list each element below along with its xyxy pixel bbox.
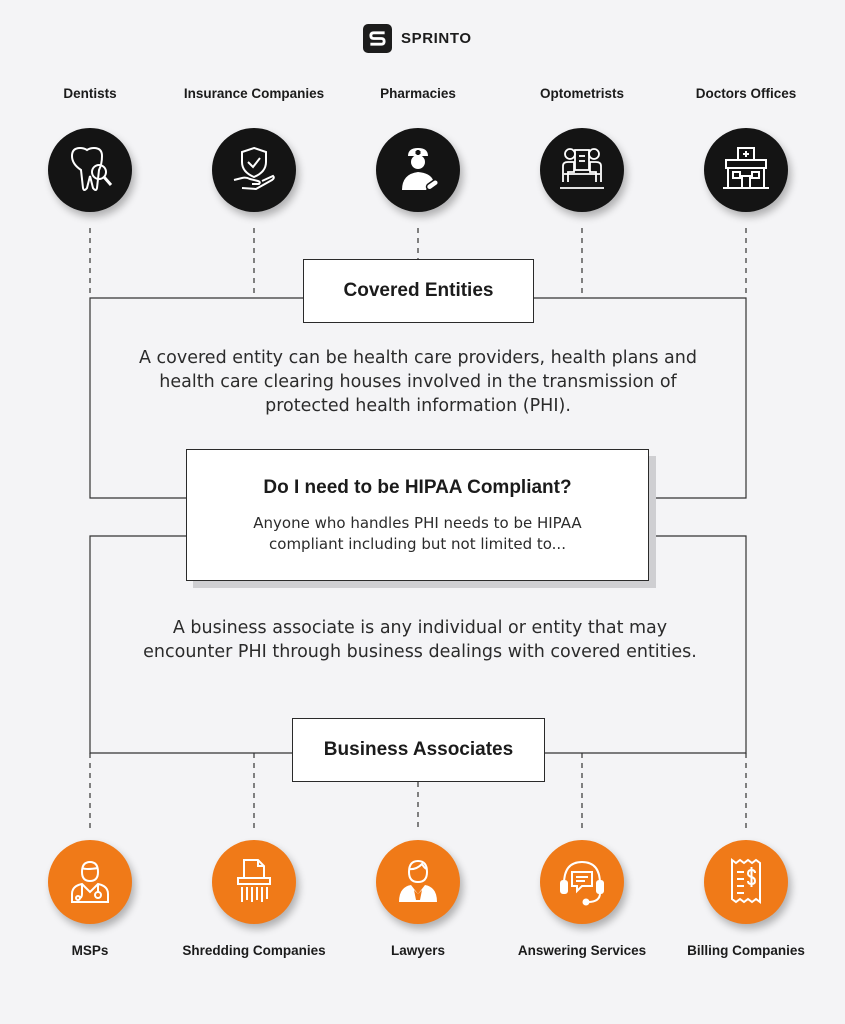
associate-shredding: [212, 840, 296, 924]
associate-label-billing: Billing Companies: [687, 943, 805, 958]
business-associates-description: A business associate is any individual or entity that may encounter PHI through business dealings with covered entities.: [143, 618, 697, 662]
covered-entities-description: A covered entity can be health care providers, health plans and health care clearing houses involved in the transmission of protected health information (PHI).: [139, 348, 697, 416]
entity-label-optometrists: Optometrists: [539, 86, 624, 101]
headset-icon: [554, 854, 610, 910]
entity-optometrists: [540, 128, 624, 212]
associate-lawyers: [376, 840, 460, 924]
covered-entities-title: Covered Entities: [303, 259, 534, 323]
shredder-icon: [226, 854, 282, 910]
business-associates-title: Business Associates: [292, 718, 545, 782]
associate-billing: [704, 840, 788, 924]
sprinto-logo-icon: [363, 24, 392, 53]
brand-name: SPRINTO: [401, 29, 472, 47]
hipaa-question-title: Do I need to be HIPAA Compliant?: [263, 477, 572, 498]
pharmacist-icon: [390, 142, 446, 198]
entity-label-pharmacies: Pharmacies: [380, 86, 456, 101]
lawyer-icon: [390, 854, 446, 910]
clinic-building-icon: [718, 142, 774, 198]
entity-insurance: [212, 128, 296, 212]
shield-hand-icon: [226, 142, 282, 198]
hipaa-question-subtitle: Anyone who handles PHI needs to be HIPAA compliant including but not limited to...: [253, 514, 582, 553]
associate-label-answering: Answering Services: [517, 943, 647, 958]
entity-label-insurance: Insurance Companies: [183, 86, 325, 101]
associate-msps: [48, 840, 132, 924]
entity-label-doctors: Doctors Offices: [695, 86, 797, 101]
associate-label-msps: MSPs: [71, 943, 109, 958]
eye-exam-icon: [554, 142, 610, 198]
receipt-icon: [718, 854, 774, 910]
doctor-icon: [62, 854, 118, 910]
entity-dentists: [48, 128, 132, 212]
brand-logo: [363, 23, 472, 53]
associate-label-shredding: Shredding Companies: [182, 943, 326, 958]
tooth-magnifier-icon: [62, 142, 118, 198]
entity-pharmacies: [376, 128, 460, 212]
associate-answering: [540, 840, 624, 924]
associate-label-lawyers: Lawyers: [390, 943, 446, 958]
hipaa-question-box: [186, 449, 649, 581]
entity-doctors-offices: [704, 128, 788, 212]
entity-label-dentists: Dentists: [63, 86, 117, 101]
